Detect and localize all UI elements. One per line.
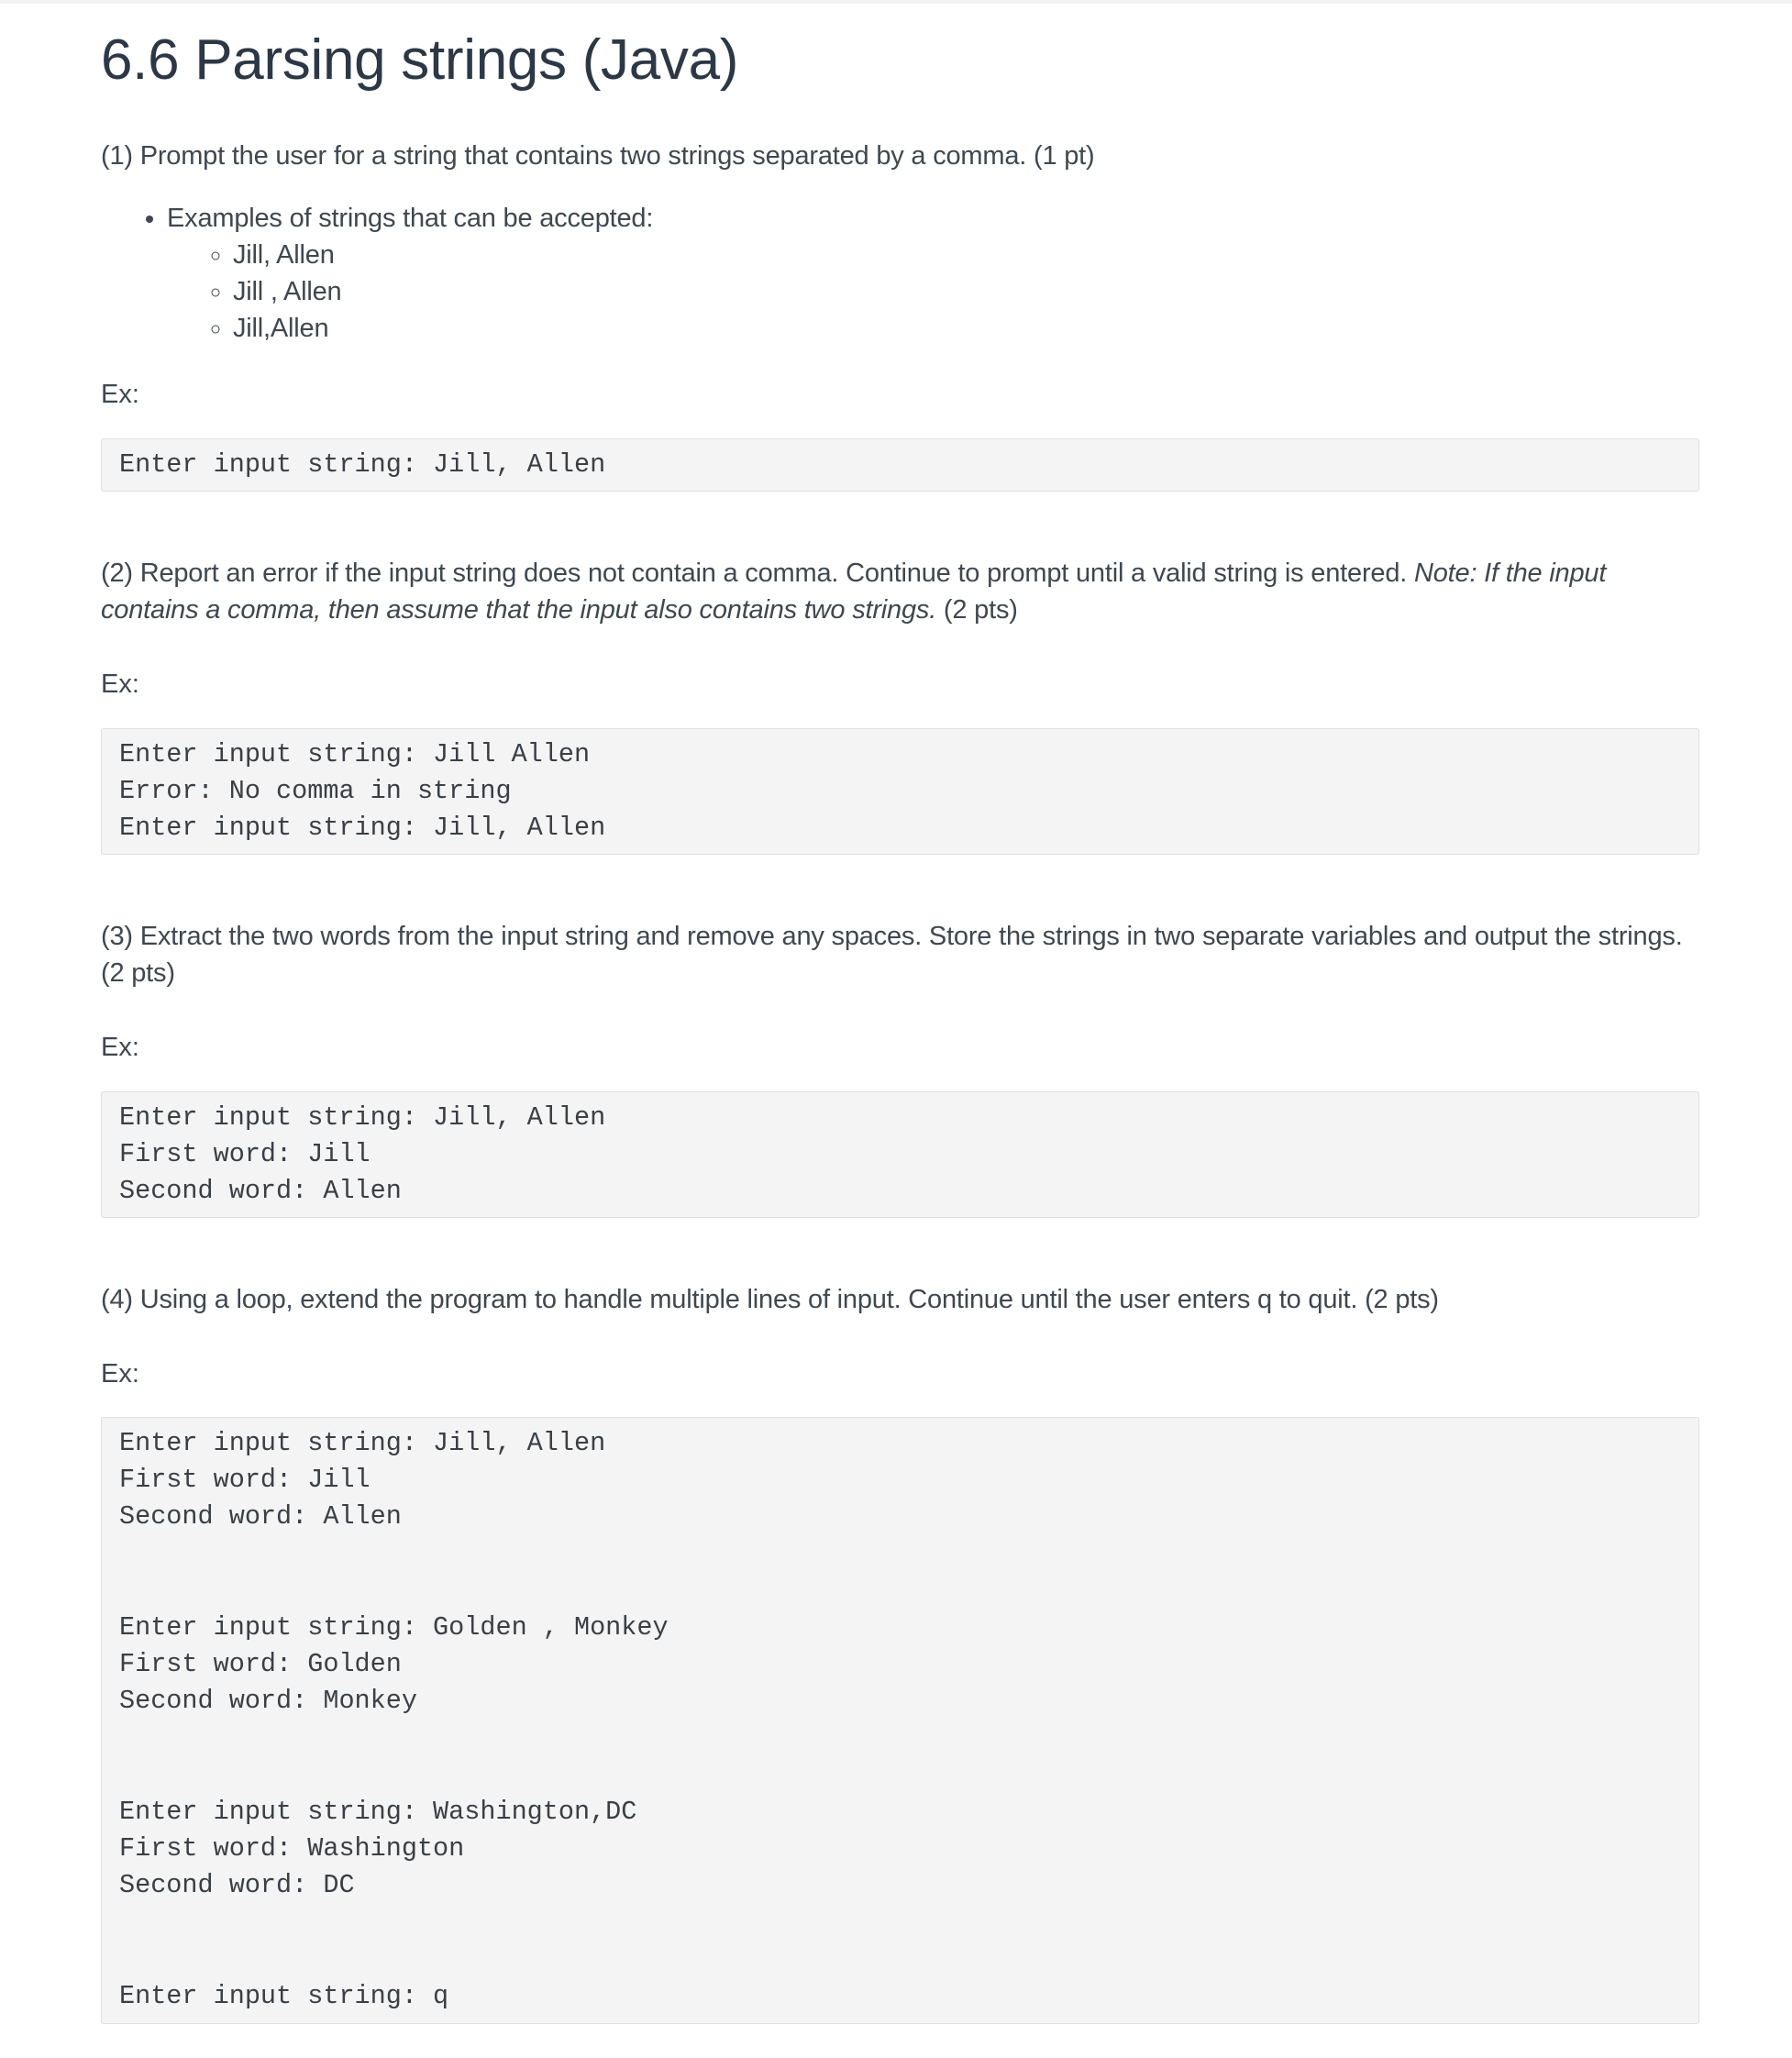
step4-description: (4) Using a loop, extend the program to handle multiple lines of input. Continue until the user enters q to quit. (2 pts): [101, 1285, 1439, 1314]
example-item: ◦ Jill , Allen: [233, 273, 653, 310]
example-item: ◦ Jill, Allen: [233, 237, 653, 273]
step2-description: [101, 555, 1701, 628]
top-border: [0, 0, 1792, 4]
code-line: First word: Jill: [119, 1465, 371, 1496]
examples-heading: Examples of strings that can be accepted:: [167, 204, 654, 233]
code-line: Enter input string: Golden , Monkey: [119, 1611, 669, 1643]
code-line: Enter input string: Jill, Allen: [119, 813, 606, 844]
code-line: [119, 1904, 1681, 1941]
page-title: 6.6 Parsing strings (Java): [101, 28, 739, 92]
step4-code-sample: [101, 1417, 1699, 2024]
step3-description: (3) Extract the two words from the input string and remove any spaces. Store the strings in two separate variables and output the strings. (2 pts): [101, 922, 1683, 988]
code-line: First word: Washington: [119, 1833, 465, 1864]
code-line: [119, 1721, 1681, 1757]
code-line: Enter input string: Jill, Allen: [119, 1102, 606, 1133]
code-line: Second word: Allen: [119, 1501, 402, 1532]
code-line: Enter input string: Washington,DC: [119, 1796, 637, 1827]
code-line: Second word: DC: [119, 1870, 355, 1901]
step2-text: (2) Report an error if the input string does not contain a comma. Continue to prompt until a valid string is entered.: [101, 559, 1414, 588]
step1-code-sample: [101, 438, 1699, 492]
code-line: Enter input string: Jill Allen: [119, 739, 591, 769]
example-item: ◦ Jill,Allen: [233, 310, 653, 347]
code-line: [119, 1757, 1681, 1794]
step1-description: (1) Prompt the user for a string that contains two strings separated by a comma. (1 pt): [101, 141, 1095, 171]
code-line: [119, 1536, 1681, 1573]
code-line: Enter input string: Jill, Allen: [119, 449, 606, 480]
code-line: [119, 1573, 1681, 1610]
step3-code-sample: [101, 1091, 1699, 1218]
examples-list: [138, 200, 653, 347]
code-line: Enter input string: q: [119, 1980, 449, 2011]
code-line: First word: Jill: [119, 1139, 371, 1170]
step2-note: Note: If the input contains a comma, then assume that the input also contains two strings.: [101, 559, 1607, 625]
code-line: [119, 1942, 1681, 1978]
code-line: First word: Golden: [119, 1649, 402, 1680]
examples-list-item: [167, 200, 653, 347]
examples-sublist: [167, 237, 653, 347]
code-line: Second word: Allen: [119, 1176, 402, 1207]
step2-points: (2 pts): [936, 595, 1018, 625]
step3-ex-label: Ex:: [101, 1033, 139, 1062]
step1-ex-label: Ex:: [101, 380, 139, 409]
code-line: Enter input string: Jill, Allen: [119, 1428, 606, 1458]
code-line: Second word: Monkey: [119, 1686, 417, 1717]
step4-ex-label: Ex:: [101, 1359, 139, 1389]
step2-ex-label: Ex:: [101, 669, 139, 699]
code-line: Error: No comma in string: [119, 776, 512, 807]
step2-code-sample: [101, 728, 1699, 855]
